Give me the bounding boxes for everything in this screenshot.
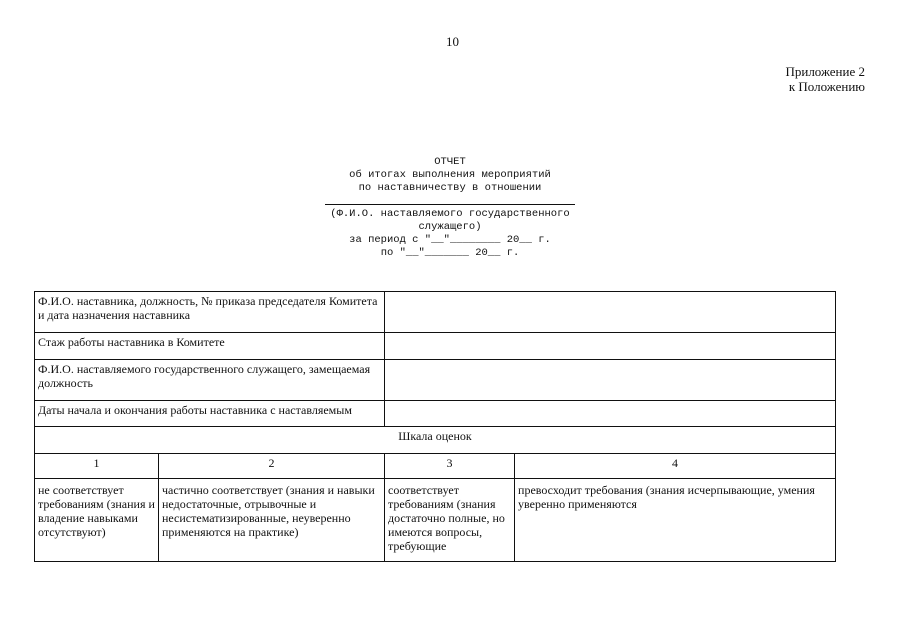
table-row bbox=[35, 401, 836, 427]
table-row bbox=[35, 333, 836, 360]
scale-description-1: не соответствует требованиям (знания и владение навыками отсутствуют) bbox=[35, 479, 159, 562]
scale-header-4: 4 bbox=[515, 454, 836, 479]
scale-description-2: частично соответствует (знания и навыки недостаточные, отрывочные и несистематизированные, неуверенно применяются на практике) bbox=[159, 479, 385, 562]
mentee-info-label: Ф.И.О. наставляемого государственного служащего, замещаемая должность bbox=[35, 360, 385, 401]
appendix-note bbox=[785, 64, 865, 94]
period-from: за период с "__"________ 20__ г. bbox=[349, 234, 551, 246]
scale-header-2: 2 bbox=[159, 454, 385, 479]
mentee-info-value bbox=[385, 360, 836, 401]
table-row bbox=[35, 454, 836, 479]
mentor-experience-value bbox=[385, 333, 836, 360]
rating-scale-title: Шкала оценок bbox=[35, 427, 836, 454]
mentor-experience-label: Стаж работы наставника в Комитете bbox=[35, 333, 385, 360]
name-caption-1: (Ф.И.О. наставляемого государственного bbox=[330, 208, 570, 220]
report-subtitle-2: по наставничеству в отношении bbox=[358, 182, 542, 194]
page-number: 10 bbox=[446, 34, 459, 49]
report-subtitle-1: об итогах выполнения мероприятий bbox=[349, 169, 551, 181]
mentoring-dates-label: Даты начала и окончания работы наставника с наставляемым bbox=[35, 401, 385, 427]
mentor-info-value bbox=[385, 292, 836, 333]
appendix-line-2: к Положению bbox=[788, 79, 865, 94]
name-caption-2: служащего) bbox=[418, 221, 482, 233]
report-heading bbox=[250, 156, 650, 260]
table-row bbox=[35, 427, 836, 454]
mentor-info-label: Ф.И.О. наставника, должность, № приказа председателя Комитета и дата назначения наставника bbox=[35, 292, 385, 333]
table-row bbox=[35, 360, 836, 401]
scale-header-3: 3 bbox=[385, 454, 515, 479]
appendix-line-1: Приложение 2 bbox=[785, 64, 865, 79]
report-title: ОТЧЕТ bbox=[434, 156, 466, 168]
period-to: по "__"_______ 20__ г. bbox=[380, 247, 520, 259]
report-table bbox=[34, 291, 836, 562]
table-row bbox=[35, 479, 836, 562]
mentoring-dates-value bbox=[385, 401, 836, 427]
scale-description-3: соответствует требованиям (знания достаточно полные, но имеются вопросы, требующие bbox=[385, 479, 515, 562]
scale-description-4: превосходит требования (знания исчерпывающие, умения уверенно применяются bbox=[515, 479, 836, 562]
table-row bbox=[35, 292, 836, 333]
scale-header-1: 1 bbox=[35, 454, 159, 479]
